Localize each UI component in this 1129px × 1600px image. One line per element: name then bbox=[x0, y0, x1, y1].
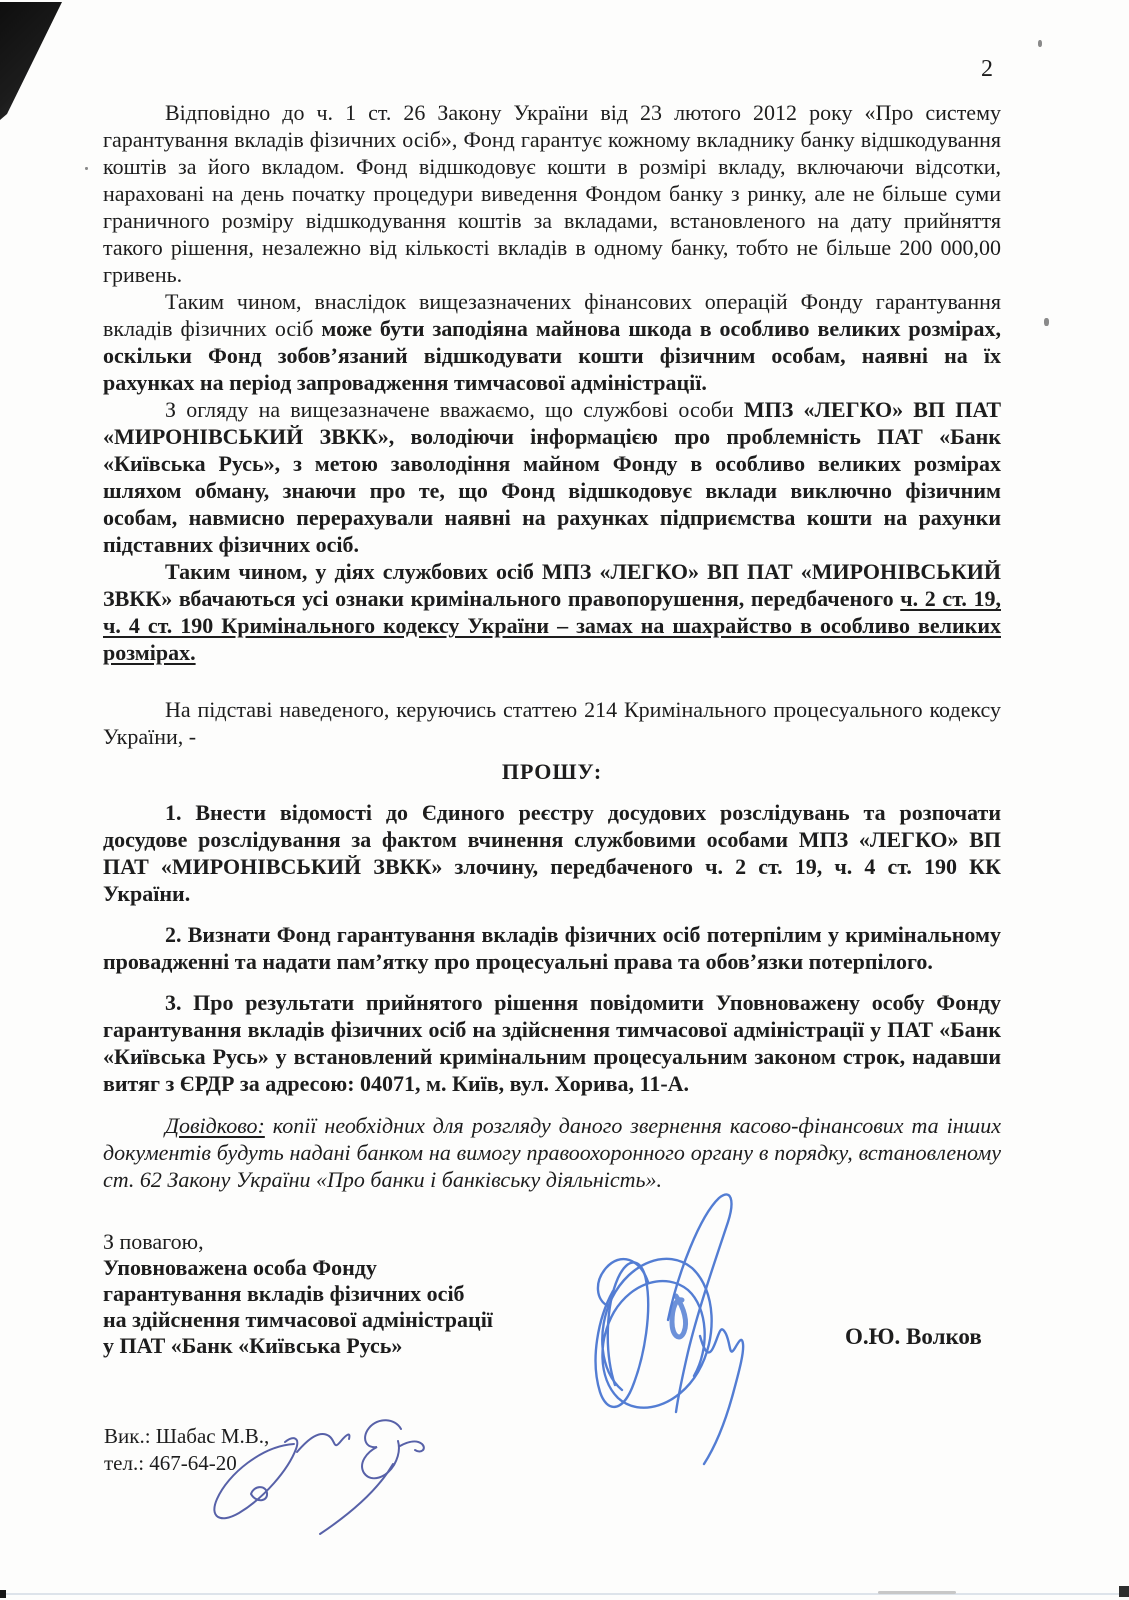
text-segment-bold-underline: ч. 2 ст. 19, ч. 4 ст. 190 Кримінального кодексу України – замах на шахрайство в особливо великих розмірах. bbox=[103, 586, 1001, 665]
paragraph-property-damage bbox=[103, 288, 1001, 396]
signatory-title-line: у ПАТ «Банк «Київська Русь» bbox=[103, 1333, 403, 1358]
request-heading: ПРОШУ: bbox=[501, 759, 603, 784]
paragraph-crime-qualification bbox=[103, 558, 1001, 666]
signature-authorized-person bbox=[596, 1194, 744, 1464]
text-segment: Таким чином, внаслідок вищезазначених фінансових операцій Фонду гарантування вкладів фізичних осіб bbox=[103, 289, 1001, 341]
scan-smudge-artifact bbox=[878, 1591, 956, 1594]
paragraph-guarantee-law bbox=[103, 99, 1001, 288]
paragraph-legal-grounds bbox=[103, 696, 1001, 750]
text-segment-bold: може бути заподіяна майнова шкода в особливо великих розмірах, оскільки Фонд зобов’язаний відшкодувати кошти фізичним особам, наявні на їх рахунках на період запровадження тимчасової адміністрації. bbox=[103, 316, 1001, 395]
executor-phone: тел.: 467-64-20 bbox=[104, 1451, 237, 1475]
note-text: копії необхідних для розгляду даного звернення касово-фінансових та інших документів будуть надані банком на вимогу правоохоронного органу в порядку, встановленому ст. 62 Закону України «Про банки і банківську діяльність». bbox=[103, 1113, 1001, 1192]
signature-block bbox=[103, 1229, 493, 1359]
scan-tick-artifact bbox=[1119, 1586, 1129, 1597]
scan-speck-artifact bbox=[1044, 318, 1049, 326]
signatory-name: О.Ю. Волков bbox=[845, 1324, 982, 1349]
signatory-title-line: на здійснення тимчасової адміністрації bbox=[103, 1307, 493, 1332]
note-paragraph bbox=[103, 1112, 1001, 1193]
scan-speck-artifact bbox=[1038, 40, 1042, 47]
scan-speck-artifact bbox=[85, 167, 88, 170]
executor-name: Вик.: Шабас М.В., bbox=[104, 1424, 270, 1448]
signatory-title-line: Уповноважена особа Фонду bbox=[103, 1255, 377, 1280]
request-item-2: 2. Визнати Фонд гарантування вкладів фізичних осіб потерпілим у кримінальному провадженні та надати пам’ятку про процесуальні права та обов’язки потерпілого. bbox=[103, 922, 1001, 974]
executor-info bbox=[104, 1423, 269, 1477]
text-segment: На підставі наведеного, керуючись статтею 214 Кримінального процесуального кодексу України, - bbox=[103, 697, 1001, 749]
closing-phrase: З повагою, bbox=[103, 1229, 204, 1254]
text-segment-bold: МПЗ «ЛЕГКО» ВП ПАТ «МИРОНІВСЬКИЙ ЗВКК», володіючи інформацією про проблемність ПАТ «Банк «Київська Русь», з метою заволодіння майном Фонду в особливо великих розмірах шляхом обману, знаючи про те, що Фонд відшкодовує вклади виключно фізичним особам, навмисно перерахували наявні на рахунках підприємства кошти на рахунки підставних фізичних осіб. bbox=[103, 397, 1001, 557]
scan-corner-fold-artifact bbox=[0, 0, 70, 122]
request-item-1: 1. Внести відомості до Єдиного реєстру досудових розслідувань та розпочати досудове розслідування за фактом вчинення службовими особами МПЗ «ЛЕГКО» ВП ПАТ «МИРОНІВСЬКИЙ ЗВКК» злочину, передбаченого ч. 2 ст. 19, ч. 4 ст. 190 КК України. bbox=[103, 800, 1001, 906]
text-segment-bold: Таким чином, у діях службових осіб МПЗ «ЛЕГКО» ВП ПАТ «МИРОНІВСЬКИЙ ЗВКК» вбачаються усі ознаки кримінального правопорушення, передбаченого bbox=[103, 559, 1001, 611]
scan-tick-artifact bbox=[0, 1590, 6, 1598]
text-segment: Відповідно до ч. 1 ст. 26 Закону України від 23 лютого 2012 року «Про систему гарантування вкладів фізичних осіб», Фонд гарантує кожному вкладнику банку відшкодування коштів за його вкладом. Фонд відшкодовує кошти в розмірі вкладу, включаючи відсотки, нараховані на день початку процедури виведення Фондом банку з ринку, але не більше суми граничного розміру відшкодування коштів за вкладами, встановленого на дату прийняття такого рішення, незалежно від кількості вкладів в одному банку, тобто не більше 200 000,00 гривень. bbox=[103, 100, 1001, 287]
document-body bbox=[103, 99, 1001, 1193]
request-item-3: 3. Про результати прийнятого рішення повідомити Уповноважену особу Фонду гарантування вкладів фізичних осіб на здійснення тимчасової адміністрації у ПАТ «Банк «Київська Русь» у встановлений кримінальним процесуальним законом строк, надавши витяг з ЄРДР за адресою: 04071, м. Київ, вул. Хорива, 11-А. bbox=[103, 990, 1001, 1096]
paragraph-officials-actions bbox=[103, 396, 1001, 558]
page-number: 2 bbox=[981, 56, 993, 82]
note-label: Довідково: bbox=[165, 1113, 265, 1138]
signatory-title-line: гарантування вкладів фізичних осіб bbox=[103, 1281, 465, 1306]
text-segment: З огляду на вищезазначене вважаємо, що службові особи bbox=[165, 397, 744, 422]
